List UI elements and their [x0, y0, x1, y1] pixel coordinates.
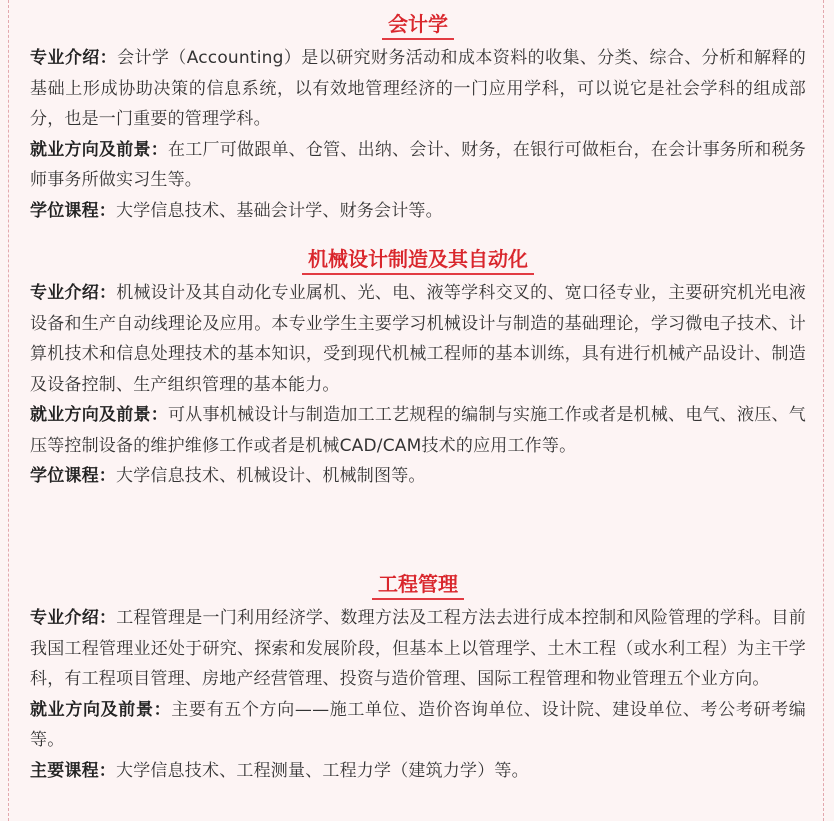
section-title: 机械设计制造及其自动化 — [302, 247, 534, 275]
section-mechanical — [30, 247, 806, 492]
courses-paragraph — [30, 196, 806, 227]
career-paragraph — [30, 695, 806, 756]
para-label: 学位课程： — [30, 466, 116, 486]
career-paragraph — [30, 135, 806, 196]
para-label: 学位课程： — [30, 200, 116, 221]
para-text: 大学信息技术、工程测量、工程力学（建筑力学）等。 — [116, 760, 529, 781]
para-text: 工程管理是一门利用经济学、数理方法及工程方法去进行成本控制和风险管理的学科。目前我国工程管理业还处于研究、探索和发展阶段，但基本上以管理学、土木工程（或水利工程）为主干学科，有工程项目管理、房地产经营管理、投资与造价管理、国际工程管理和物业管理五个业方向。 — [30, 608, 807, 689]
section-title: 工程管理 — [372, 572, 464, 600]
intro-paragraph — [30, 43, 806, 135]
section-title: 会计学 — [382, 12, 454, 40]
para-label: 专业介绍： — [30, 283, 117, 303]
para-label: 就业方向及前景： — [30, 139, 168, 160]
para-label: 专业介绍： — [30, 608, 117, 628]
para-text: 会计学（Accounting）是以研究财务活动和成本资料的收集、分类、综合、分析和解释的基础上形成协助决策的信息系统，以有效地管理经济的一门应用学科，可以说它是社会学科的组成部分，也是一门重要的管理学科。 — [30, 48, 806, 129]
para-text: 可从事机械设计与制造加工工艺规程的编制与实施工作或者是机械、电气、液压、气压等控制设备的维护维修工作或者是机械CAD/CAM技术的应用工作等。 — [30, 405, 806, 456]
para-label: 主要课程： — [30, 760, 116, 781]
para-label: 就业方向及前景： — [30, 405, 168, 425]
section-accounting — [30, 12, 806, 226]
courses-paragraph — [30, 461, 806, 492]
intro-paragraph — [30, 278, 806, 400]
para-label: 就业方向及前景： — [30, 699, 172, 720]
section-engineering-management — [30, 572, 806, 786]
para-text: 大学信息技术、机械设计、机械制图等。 — [116, 466, 426, 486]
career-paragraph — [30, 400, 806, 461]
intro-paragraph — [30, 603, 806, 695]
para-text: 主要有五个方向——施工单位、造价咨询单位、设计院、建设单位、考公考研考编等。 — [30, 699, 806, 750]
para-label: 专业介绍： — [30, 48, 118, 68]
para-text: 在工厂可做跟单、仓管、出纳、会计、财务，在银行可做柜台，在会计事务所和税务师事务所做实习生等。 — [30, 139, 806, 190]
courses-paragraph — [30, 756, 806, 787]
para-text: 大学信息技术、基础会计学、财务会计等。 — [116, 200, 443, 221]
para-text: 机械设计及其自动化专业属机、光、电、液等学科交叉的、宽口径专业，主要研究机光电液设备和生产自动线理论及应用。本专业学生主要学习机械设计与制造的基础理论，学习微电子技术、计算机技术和信息处理技术的基本知识，受到现代机械工程师的基本训练，具有进行机械产品设计、制造及设备控制、生产组织管理的基本能力。 — [30, 283, 807, 395]
